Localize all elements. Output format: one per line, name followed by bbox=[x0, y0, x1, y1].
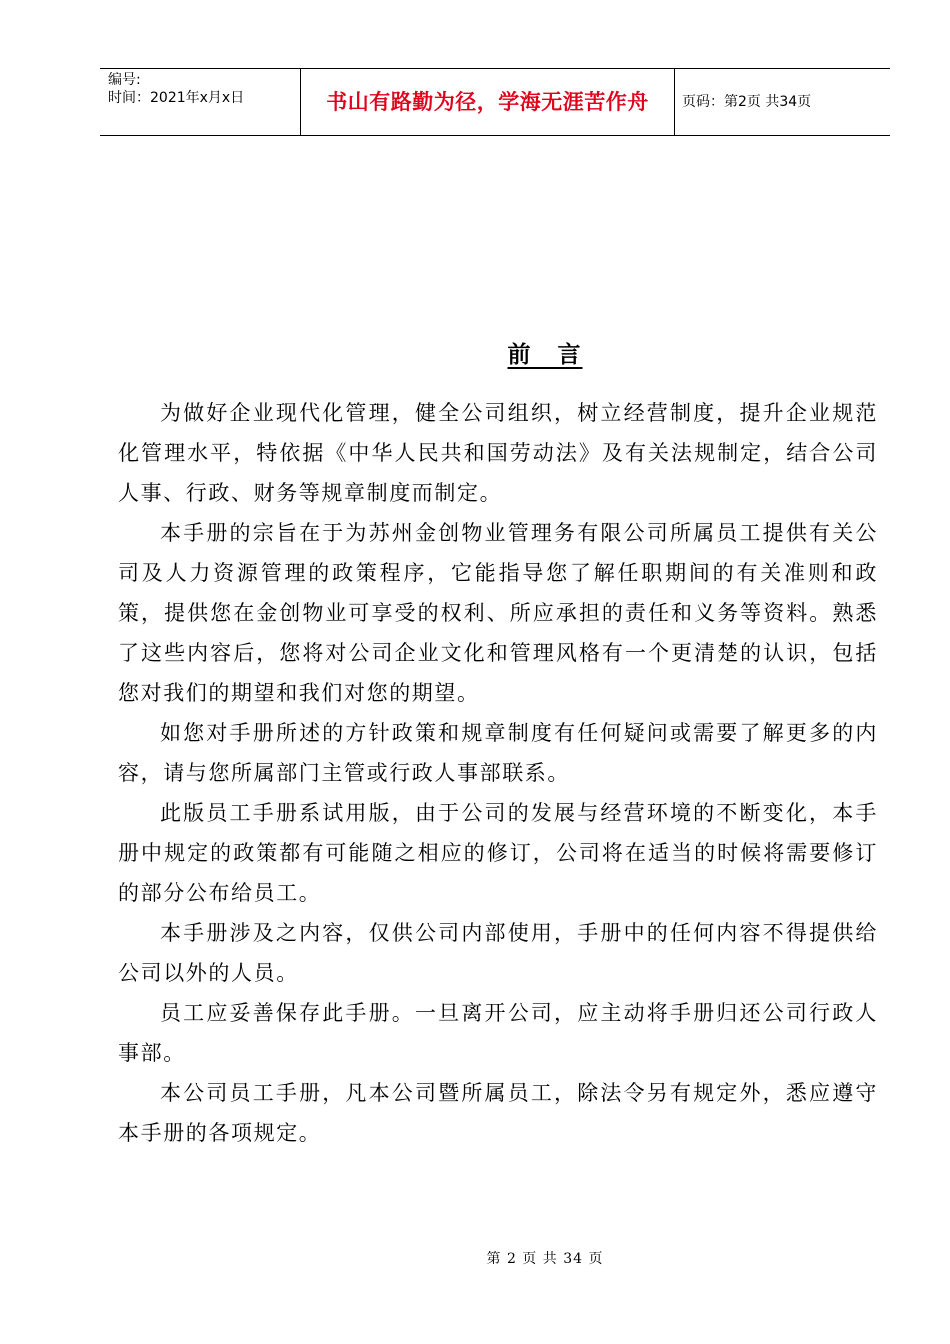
document-date: 时间：2021年x月x日 bbox=[108, 90, 245, 106]
page-header bbox=[100, 68, 890, 136]
paragraph: 如您对手册所述的方针政策和规章制度有任何疑问或需要了解更多的内容，请与您所属部门主管或行政人事部联系。 bbox=[118, 721, 878, 785]
section-title: 前 言 bbox=[507, 341, 583, 368]
document-number-label: 编号: bbox=[108, 72, 141, 88]
page-footer bbox=[0, 1248, 950, 1268]
paragraph: 本手册的宗旨在于为苏州金创物业管理务有限公司所属员工提供有关公司及人力资源管理的政策程序，它能指导您了解任职期间的有关准则和政策，提供您在金创物业可享受的权利、所应承担的责任和义务等资料。熟悉了这些内容后，您将对公司企业文化和管理风格有一个更清楚的认识，包括您对我们的期望和我们对您的期望。 bbox=[118, 521, 878, 705]
paragraph: 员工应妥善保存此手册。一旦离开公司，应主动将手册归还公司行政人事部。 bbox=[118, 1001, 878, 1065]
paragraph: 本公司员工手册，凡本公司暨所属员工，除法令另有规定外，悉应遵守本手册的各项规定。 bbox=[118, 1081, 878, 1145]
header-meta bbox=[100, 69, 301, 135]
paragraph: 为做好企业现代化管理，健全公司组织，树立经营制度，提升企业规范化管理水平，特依据《中华人民共和国劳动法》及有关法规制定，结合公司人事、行政、财务等规章制度而制定。 bbox=[118, 401, 878, 505]
paragraph: 本手册涉及之内容，仅供公司内部使用，手册中的任何内容不得提供给公司以外的人员。 bbox=[118, 921, 878, 985]
footer-page-number: 第 2 页 共 34 页 bbox=[486, 1251, 604, 1267]
header-page-info: 页码：第2页 共34页 bbox=[682, 94, 812, 110]
header-motto: 书山有路勤为径，学海无涯苦作舟 bbox=[301, 69, 675, 135]
section-title-wrap bbox=[0, 336, 950, 369]
paragraph: 此版员工手册系试用版，由于公司的发展与经营环境的不断变化，本手册中规定的政策都有可能随之相应的修订，公司将在适当的时候将需要修订的部分公布给员工。 bbox=[118, 801, 878, 905]
document-body bbox=[118, 393, 878, 1153]
